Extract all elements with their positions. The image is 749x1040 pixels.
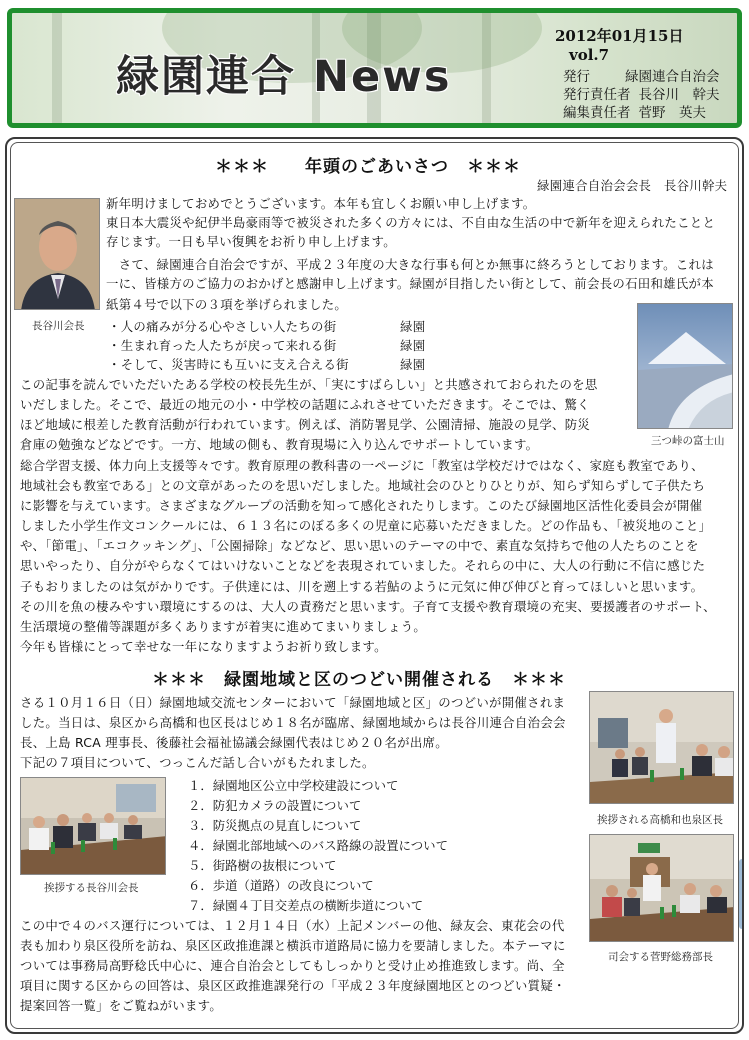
- text-line: 東日本大震災や紀伊半島豪雨等で被災された多くの方々には、不自由な生活の中で新年を迎えられたことと: [106, 215, 716, 230]
- newsletter-header: [7, 8, 742, 128]
- left-photo-caption: 挨拶する長谷川会長: [44, 882, 139, 894]
- meeting-image-left: [21, 778, 166, 875]
- text-line: 生活環境の整備等課題が多くありますが着実に進めてまいりましょう。: [20, 619, 427, 634]
- text-line: この中で４のバス運行については、１２月１４日（水）上記メンバーの他、緑友会、東花会の代: [20, 918, 565, 933]
- text-line: さて、緑園連合自治会ですが、平成２３年度の大きな行事も何とか無事に終ろうとしております。これは: [106, 257, 714, 272]
- credit-row: 編集責任者 菅野 英夫: [563, 105, 706, 121]
- text-line: 一に、皆様方のご協力のおかげと感謝申し上げます。緑園が目指したい街として、前会長の石田和雄氏が本: [106, 276, 714, 291]
- text-line: 項目に関する区からの回答は、泉区区政推進課発行の「平成２３年度緑園地区とのつどい質疑・: [20, 978, 566, 993]
- text-line: ほど地域に根差した教育活動が行われています。例えば、消防署見学、公園清掃、施設の見学、防災: [20, 417, 591, 432]
- text-line: 提案回答一覧」をご覧ねがいます。: [20, 998, 223, 1013]
- mount-fuji-image: [638, 304, 733, 429]
- bullet-tag: 緑園: [400, 357, 426, 372]
- agenda-item: ４．緑園北部地域へのバス路線の設置について: [188, 838, 448, 853]
- credit-row: 発行責任者 長谷川 幹夫: [563, 87, 720, 103]
- fuji-caption: 三つ峠の富士山: [651, 435, 725, 447]
- right-top-photo-caption: 挨拶される高橋和也泉区長: [597, 814, 723, 826]
- volume-number: vol.7: [569, 46, 610, 64]
- text-line: 地域社会も教室である」との文章があったのを思いだしました。地域社会のひとりひとりが、知らず知らずして子供たち: [20, 478, 706, 493]
- bullet-tag: 緑園: [400, 319, 426, 334]
- issue-date: [555, 25, 737, 64]
- text-line: 総合学習支援、体力向上支援等々です。教育原理の教科書の一ページに「教室は学校だけではなく、家庭も教室であり、: [20, 458, 704, 473]
- text-line: 紙第４号で以下の３項を挙げられました。: [106, 297, 348, 312]
- article1-title: ＊＊＊ 年頭のごあいさつ ＊＊＊: [215, 157, 521, 177]
- agenda-item: ５．街路樹の抜根について: [188, 858, 337, 873]
- meeting-photo-right-bottom: [589, 834, 734, 942]
- text-line: さる１０月１６日（日）緑園地域交流センターにおいて「緑園地域と区」のつどいが開催されま: [20, 695, 566, 710]
- text-line: 存じます。一日も早い復興をお祈り申し上げます。: [106, 234, 396, 249]
- text-line: この記事を読んでいただいたある学校の校長先生が、「実にすばらしい」と共感されておられたのを思: [20, 377, 598, 392]
- text-line: その川を魚の棲みやすい環境にするのは、大人の責務だと思います。子育て支援や教育環境の充実、要援護者のサポート、: [20, 599, 716, 614]
- article2-title: ＊＊＊ 緑園地域と区のつどい開催される ＊＊＊: [152, 670, 566, 690]
- meeting-photo-left: [20, 777, 166, 875]
- mount-fuji-photo: [637, 303, 733, 429]
- agenda-item: ２．防犯カメラの設置について: [188, 798, 362, 813]
- text-line: に影響を与えています。さまざまなグループの活動を知って感化されたりします。このたび緑園地区活性化委員会が開催: [20, 498, 703, 513]
- right-bottom-photo-caption: 司会する菅野総務部長: [608, 951, 713, 963]
- portrait-photo: [14, 198, 100, 310]
- text-line: 長、上島 RCA 理事長、後藤社会福祉協議会緑園代表はじめ２０名が出席。: [20, 735, 448, 750]
- agenda-item: ７．緑園４丁目交差点の横断歩道について: [188, 898, 424, 913]
- text-line: 子もおりましたのは気がかりです。子供達には、川を遡上する若鮎のように元気に伸び伸びと育ってほしいと思います。: [20, 579, 704, 594]
- meeting-photo-right-top: [589, 691, 734, 804]
- bullet-item: ・人の痛みが分る心やさしい人たちの街: [108, 319, 337, 334]
- text-line: しました小学生作文コンクールには、６１３名にのぼる多くの児童に応募いただきました。どの作品も、「被災地のこと」: [20, 518, 712, 533]
- text-line: 下記の７項目について、つっこんだ話し合いがもたれました。: [20, 755, 375, 770]
- text-line: 今年も皆様にとって幸せな一年になりますようお祈り致します。: [20, 639, 387, 654]
- text-line: ついては事務局高野稔氏中心に、連合自治会としてもしっかりと受け止め推進致します。尚、全: [20, 958, 565, 973]
- text-line: 倉庫の勉強などなどです。一方、地域の側も、教育現場に入り込んでサポートしています。: [20, 437, 539, 452]
- text-line: 新年明けましておめでとうございます。本年も宜しくお願い申し上げます。: [106, 196, 536, 211]
- text-line: や、「節電」、「エコクッキング」、「公園掃除」などなど、思い思いのテーマの中で、素直な気持ちで他の人たちのことを: [20, 538, 699, 553]
- portrait-image: [15, 199, 100, 310]
- bullet-item: ・生まれ育った人たちが戻って来れる街: [108, 338, 337, 353]
- portrait-caption: 長谷川会長: [32, 320, 85, 332]
- agenda-item: １．緑園地区公立中学校建設について: [188, 778, 399, 793]
- date-text: 2012年01月15日: [555, 27, 684, 45]
- credits-block: [563, 68, 720, 122]
- bullet-item: ・そして、災害時にも互いに支え合える街: [108, 357, 349, 372]
- edge-bar: [739, 859, 744, 929]
- meeting-image-right-bottom: [590, 835, 734, 942]
- text-line: 表も加わり泉区役所を訪ね、泉区区政推進課と横浜市道路局に協力を要請しました。本テーマに: [20, 938, 566, 953]
- bullet-tag: 緑園: [400, 338, 426, 353]
- article1-byline: 緑園連合自治会会長 長谷川幹夫: [537, 178, 728, 193]
- text-line: 思いやったり、自分がやらなくてはいけないことなどを表現されていました。それらの中に、大人の行動に不信に感じた: [20, 558, 706, 573]
- masthead-title: 緑園連合 News: [116, 52, 452, 102]
- agenda-item: ３．防災拠点の見直しについて: [188, 818, 362, 833]
- credit-row: 発行 緑園連合自治会: [563, 69, 720, 85]
- meeting-image-right-top: [590, 692, 734, 804]
- agenda-item: ６．歩道（道路）の改良について: [188, 878, 374, 893]
- text-line: した。当日は、泉区から高橋和也区長はじめ１８名が臨席、緑園地域からは長谷川連合自治会会: [20, 715, 566, 730]
- text-line: いだしました。そこで、最近の地元の小・中学校の話題にふれさせていただきます。そこでは、驚く: [20, 397, 590, 412]
